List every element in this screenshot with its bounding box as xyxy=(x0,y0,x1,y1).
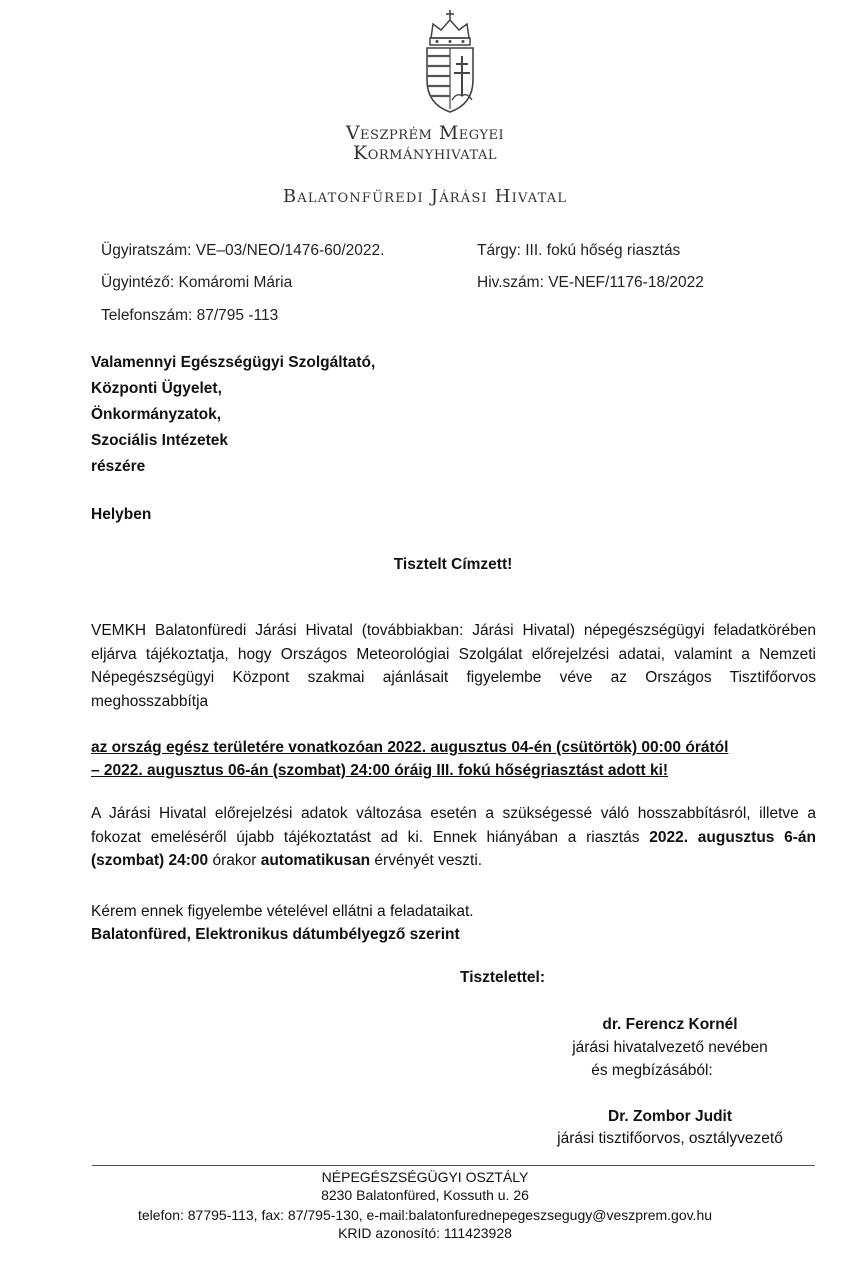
signatory-role-2: járási tisztifőorvos, osztályvezető xyxy=(557,1130,783,1147)
case-officer: Ügyintéző: Komáromi Mária xyxy=(101,274,293,291)
footer-department: NÉPEGÉSZSÉGÜGYI OSZTÁLY xyxy=(321,1169,529,1185)
org-name-line2: Kormányhivatal xyxy=(353,142,497,164)
subject: Tárgy: III. fokú hőség riasztás xyxy=(477,242,681,259)
recipient-line: Önkormányzatok, xyxy=(91,406,222,423)
recipient-line: Központi Ügyelet, xyxy=(91,380,222,397)
footer-divider xyxy=(92,1165,815,1166)
announcement-line-2: – 2022. augusztus 06-án (szombat) 24:00 óráig III. fokú hőségriasztást adott ki! xyxy=(91,762,669,779)
case-number: Ügyiratszám: VE–03/NEO/1476-60/2022. xyxy=(101,242,385,259)
closing-line: Kérem ennek figyelembe vételével ellátni a feladataikat. xyxy=(91,903,474,920)
announcement-line-1: az ország egész területére vonatkozóan 2022. augusztus 04-én (csütörtök) 00:00 órától xyxy=(91,739,729,756)
greeting: Tisztelettel: xyxy=(460,969,545,986)
recipient-line: részére xyxy=(91,458,146,475)
signatory-role-1a: járási hivatalvezető nevében xyxy=(572,1039,768,1056)
reference-number: Hiv.szám: VE-NEF/1176-18/2022 xyxy=(477,274,704,291)
footer-contact: telefon: 87795-113, fax: 87/795-130, e-mail:balatonfurednepegeszsegugy@veszprem.gov.hu xyxy=(137,1207,713,1223)
recipient-line: Valamennyi Egészségügyi Szolgáltató, xyxy=(91,354,376,371)
paragraph-intro: VEMKH Balatonfüredi Járási Hivatal (továbbiakban: Járási Hivatal) népegészségügyi feladatkörében eljárva tájékoztatja, hogy Országos Meteorológiai Szolgálat előrejelzési adatai, valamint a Nemzeti Népegészségügyi Központ szakmai ajánlásait figyelembe véve az Országos Tisztifőorvos meghosszabbítja xyxy=(91,622,816,710)
coat-of-arms-icon xyxy=(419,8,481,116)
signatory-name-1: dr. Ferencz Kornél xyxy=(602,1016,738,1033)
org-name-line1: Veszprém Megyei xyxy=(345,122,505,144)
salutation: Tisztelt Címzett! xyxy=(393,556,513,573)
office-name: Balatonfüredi Járási Hivatal xyxy=(282,186,568,207)
footer-address: 8230 Balatonfüred, Kossuth u. 26 xyxy=(321,1187,529,1203)
signatory-role-1b: és megbízásából: xyxy=(591,1062,713,1079)
signatory-name-2: Dr. Zombor Judit xyxy=(608,1108,732,1125)
paragraph-validity: A Járási Hivatal előrejelzési adatok változása esetén a szükségessé váló hosszabbításról, illetve a fokozat emeléséről újabb tájékoztatást ad ki. Ennek hiányában a riasztás 2022. augusztus 6-án (szombat) 24:00 órakor automatikusan érvényét veszti. xyxy=(91,805,817,869)
location: Helyben xyxy=(91,506,152,523)
phone-number: Telefonszám: 87/795 -113 xyxy=(101,307,279,324)
place-date: Balatonfüred, Elektronikus dátumbélyegző szerint xyxy=(91,926,460,943)
recipient-line: Szociális Intézetek xyxy=(91,432,228,449)
footer-krid: KRID azonosító: 111423928 xyxy=(338,1225,512,1241)
